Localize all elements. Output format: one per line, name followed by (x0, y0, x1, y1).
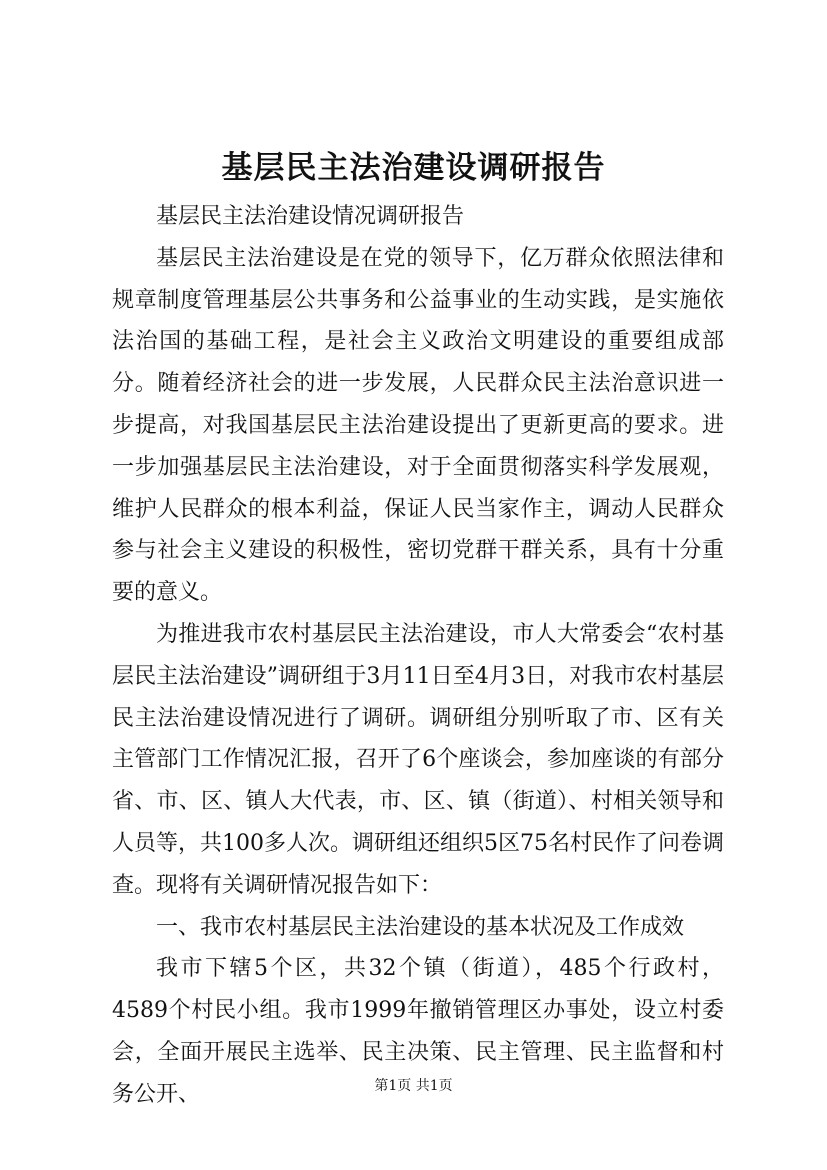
section-heading: 一、我市农村基层民主法治建设的基本状况及工作成效 (156, 914, 685, 940)
research-paragraph: 为推进我市农村基层民主法治建设，市人大常委会“农村基层民主法治建设”调研组于3月11日至4月3日，对我市农村基层民主法治建设情况进行了调研。调研组分别听取了市、区有关主管部门工作情况汇报，召开了6个座谈会，参加座谈的有部分省、市、区、镇人大代表，市、区、镇（街道）、村相关领导和人员等，共100多人次。调研组还组织5区75名村民作了问卷调查。现将有关调研情况报告如下： (112, 621, 724, 898)
subtitle-paragraph: 基层民主法治建设情况调研报告 (156, 204, 465, 229)
document-title: 基层民主法治建设调研报告 (221, 150, 606, 186)
page-footer: 第1页 共1页 (374, 1078, 453, 1094)
status-paragraph: 我市下辖5个区，共32个镇（街道），485个行政村，4589个村民小组。我市1999年撤销管理区办事处，设立村委会，全面开展民主选举、民主决策、民主管理、民主监督和村务公开、 (112, 956, 724, 1107)
intro-paragraph: 基层民主法治建设是在党的领导下，亿万群众依照法律和规章制度管理基层公共事务和公益事业的生动实践，是实施依法治国的基础工程，是社会主义政治文明建设的重要组成部分。随着经济社会的进一步发展，人民群众民主法治意识进一步提高，对我国基层民主法治建设提出了更新更高的要求。进一步加强基层民主法治建设，对于全面贯彻落实科学发展观，维护人民群众的根本利益，保证人民当家作主，调动人民群众参与社会主义建设的积极性，密切党群干群关系，具有十分重要的意义。 (112, 245, 724, 606)
document-body (112, 196, 724, 1116)
